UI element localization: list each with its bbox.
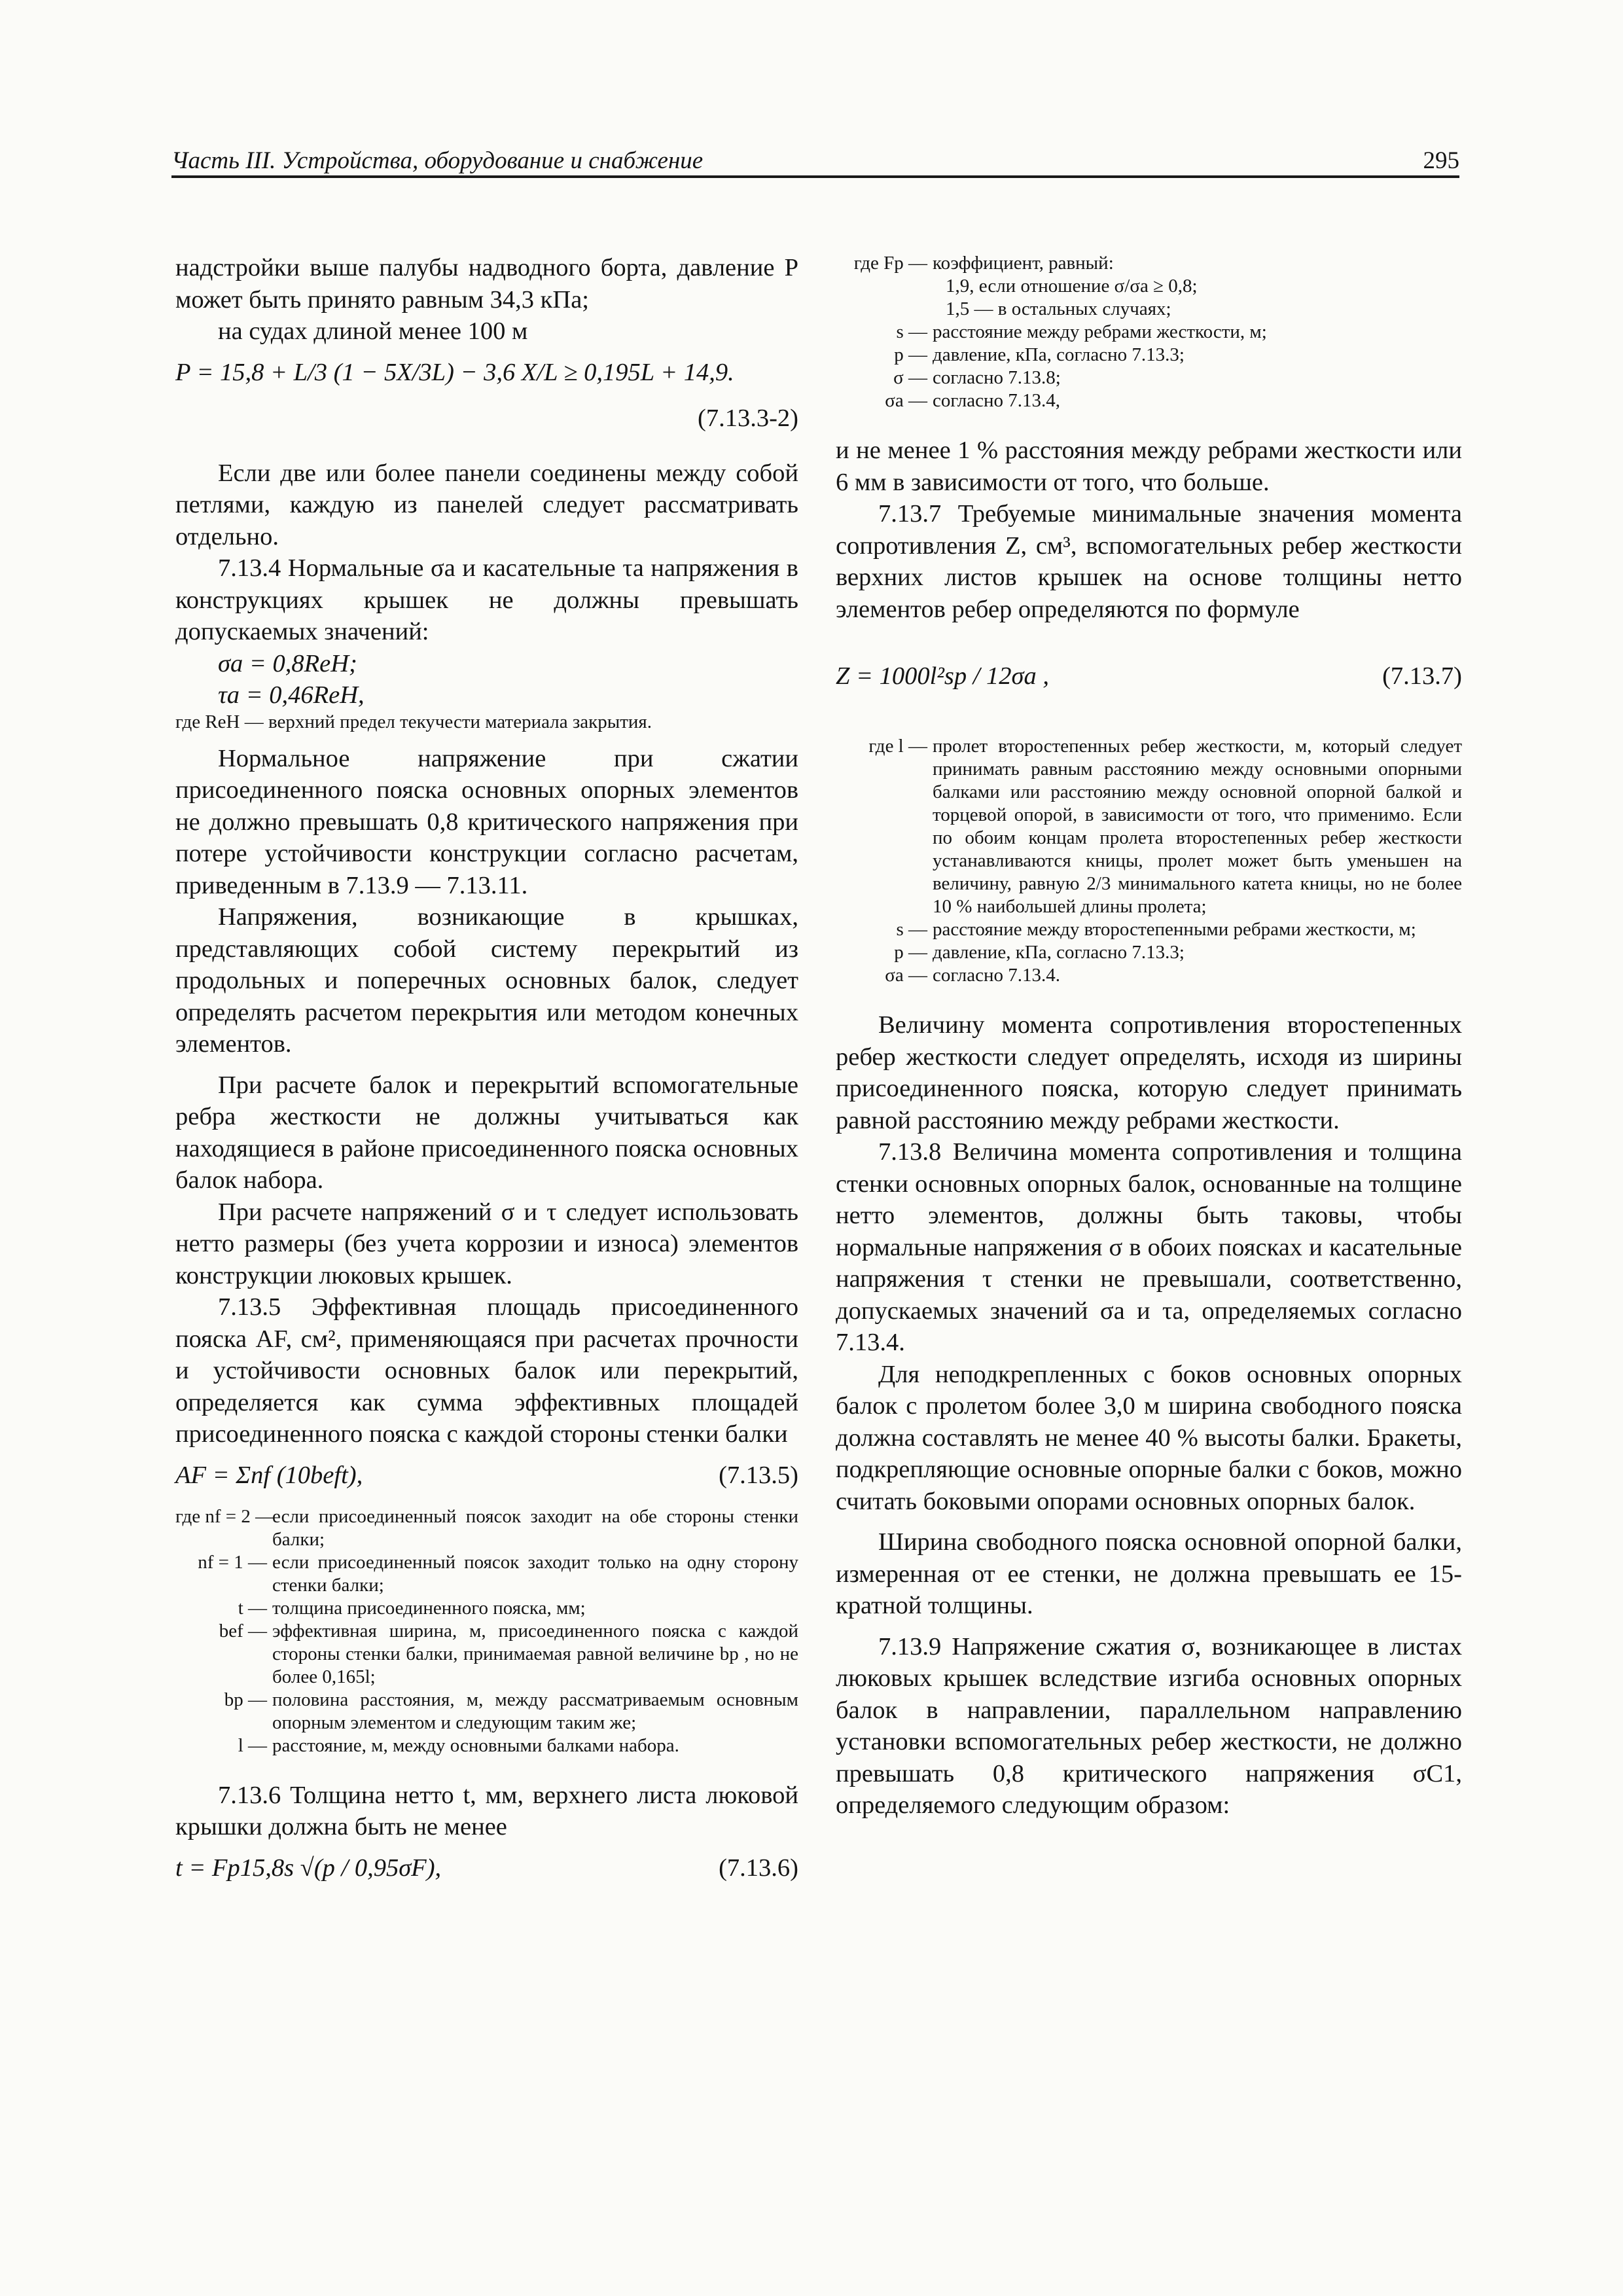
- legend-symbol: [836, 298, 933, 321]
- paragraph: Ширина свободного пояска основной опорной балки, измеренная от ее стенки, не должна превышать ее 15-кратной толщины.: [836, 1528, 1462, 1619]
- legend-row: [836, 321, 1462, 344]
- equation-number: (7.13.6): [719, 1854, 798, 1882]
- legend-text: если присоединенный поясок заходит только на одну сторону стенки балки;: [272, 1551, 798, 1596]
- legend-row: [175, 1620, 798, 1689]
- formula-7-13-5: [175, 1460, 798, 1505]
- legend-text: если присоединенный поясок заходит на обе стороны стенки балки;: [272, 1505, 798, 1550]
- legend-row: [836, 964, 1462, 987]
- formula-sigma-a: [175, 648, 798, 679]
- legend-symbol: где nf = 2 —: [175, 1505, 275, 1527]
- legend-list: [836, 735, 1462, 987]
- legend-row: [836, 941, 1462, 964]
- legend-symbol: [836, 275, 933, 298]
- legend-text: давление, кПа, согласно 7.13.3;: [933, 344, 1185, 365]
- equation-number: (7.13.3-2): [698, 404, 798, 432]
- legend-text: согласно 7.13.4,: [933, 390, 1061, 411]
- legend-row: [175, 1505, 798, 1551]
- legend-row: [175, 1551, 798, 1597]
- formula-text: t = Fp15,8s √(p / 0,95σF),: [175, 1854, 442, 1882]
- legend-symbol: где l —: [868, 736, 927, 757]
- legend-symbol: t —: [238, 1597, 267, 1619]
- paragraph: надстройки выше палубы надводного борта, давление P может быть принято равным 34,3 кПа;: [175, 254, 798, 314]
- paragraph: Нормальное напряжение при сжатии присоединенного пояска основных опорных элементов не должно превышать 0,8 критического напряжения при потере устойчивости конструкции согласно расчетам, приведенным в 7.13.9 — 7.13.11.: [175, 744, 798, 899]
- formula-number-row: [175, 403, 798, 435]
- legend-symbol: σa —: [885, 390, 927, 411]
- legend-text: 1,5 — в остальных случаях;: [946, 298, 1171, 319]
- formula-7-13-6: [175, 1852, 798, 1898]
- paragraph: Если две или более панели соединены между собой петлями, каждую из панелей следует рассматривать отдельно.: [175, 459, 798, 550]
- legend-row: [836, 918, 1462, 941]
- formula-tau-a: [175, 679, 798, 711]
- formula-text: P = 15,8 + L/3 (1 − 5X/3L) − 3,6 X/L ≥ 0,195L + 14,9.: [175, 358, 734, 386]
- note-text: где ReH — верхний предел текучести материала закрытия.: [175, 711, 652, 732]
- formula-7-13-7: [836, 647, 1462, 713]
- page-header: [171, 145, 1459, 178]
- legend-row: [836, 735, 1462, 918]
- formula-text: τa = 0,46ReH,: [218, 681, 365, 709]
- legend-row: [836, 275, 1462, 298]
- paragraph: При расчете балок и перекрытий вспомогательные ребра жесткости не должны учитываться как находящиеся в районе присоединенного пояска основных балок набора.: [175, 1071, 798, 1194]
- paragraph: 7.13.6 Толщина нетто t, мм, верхнего листа люковой крышки должна быть не менее: [175, 1781, 798, 1840]
- paragraph: 7.13.7 Требуемые минимальные значения момента сопротивления Z, см³, вспомогательных ребер жесткости верхних листов крышек на основе толщины нетто элементов ребер определяются по формуле: [836, 500, 1462, 623]
- paragraph: 7.13.8 Величина момента сопротивления и толщина стенки основных опорных балок, основанные на толщине нетто элементов, должны быть таковы, чтобы нормальные напряжения σ в обоих поясках и касательные напряжения τ стенки не превышали, соответственно, допускаемых значений σa и τa, определяемых согласно 7.13.4.: [836, 1138, 1462, 1356]
- legend-text: половина расстояния, м, между рассматриваемым основным опорным элементом и следующим таким же;: [272, 1689, 798, 1733]
- paragraph: Величину момента сопротивления второстепенных ребер жесткости следует определять, исходя из ширины присоединенного пояска, которую следует принимать равной расстоянию между ребрами жесткости.: [836, 1011, 1462, 1134]
- legend-text: согласно 7.13.4.: [933, 965, 1061, 986]
- legend-text: согласно 7.13.8;: [933, 367, 1061, 388]
- legend-symbol: где Fp —: [853, 253, 927, 274]
- legend-symbol: σ —: [893, 367, 927, 388]
- legend-row: [836, 252, 1462, 275]
- legend-symbol: p —: [894, 344, 927, 365]
- legend-row: [175, 1734, 798, 1757]
- legend-symbol: nf = 1 —: [198, 1551, 267, 1573]
- formula-text: AF = Σnf (10beft),: [175, 1461, 363, 1489]
- formula-7-13-3-2: [175, 357, 798, 403]
- legend-text: 1,9, если отношение σ/σa ≥ 0,8;: [946, 276, 1198, 296]
- legend-row: [175, 1689, 798, 1734]
- legend-text: эффективная ширина, м, присоединенного пояска с каждой стороны стенки балки, принимаемая равной величине bp , но не более 0,165l;: [272, 1620, 798, 1687]
- legend-row: [836, 344, 1462, 367]
- equation-number: (7.13.7): [1382, 662, 1462, 690]
- legend-row: [836, 367, 1462, 389]
- legend-symbol: l —: [238, 1734, 267, 1756]
- legend-symbol: σa —: [885, 965, 927, 986]
- legend-symbol: s —: [896, 919, 927, 940]
- paragraph: Для неподкрепленных с боков основных опорных балок с пролетом более 3,0 м ширина свободного пояска должна составлять не менее 40 % высоты балки. Бракеты, подкрепляющие основные опорные балки с боков, можно считать боковыми опорами основных опорных балок.: [836, 1360, 1462, 1515]
- note: [175, 711, 798, 734]
- legend-text: давление, кПа, согласно 7.13.3;: [933, 942, 1185, 963]
- paragraph: на судах длиной менее 100 м: [218, 317, 528, 345]
- paragraph: При расчете напряжений σ и τ следует использовать нетто размеры (без учета коррозии и износа) элементов конструкции люковых крышек.: [175, 1198, 798, 1289]
- legend-symbol: p —: [894, 942, 927, 963]
- paragraph: Напряжения, возникающие в крышках, представляющих собой систему перекрытий из продольных и поперечных основных балок, следует определять расчетом перекрытия или методом конечных элементов.: [175, 903, 798, 1058]
- legend-row: [175, 1597, 798, 1620]
- legend-symbol: bp —: [224, 1689, 267, 1710]
- legend-list: [175, 1505, 798, 1757]
- legend-symbol: bef —: [219, 1620, 267, 1641]
- paragraph: 7.13.9 Напряжение сжатия σ, возникающее в листах люковых крышек вследствие изгиба основных опорных балок в направлении, параллельном направлению установки вспомогательных ребер жесткости, не должно превышать 0,8 критического напряжения σC1, определяемого следующим образом:: [836, 1632, 1462, 1819]
- paragraph: 7.13.4 Нормальные σa и касательные τa напряжения в конструкциях крышек не должны превышать допускаемых значений:: [175, 554, 798, 645]
- left-column: [175, 252, 798, 1898]
- legend-text: коэффициент, равный:: [933, 253, 1114, 274]
- legend-text: расстояние, м, между основными балками набора.: [272, 1734, 679, 1756]
- legend-text: расстояние между ребрами жесткости, м;: [933, 321, 1267, 342]
- page-number: 295: [1423, 147, 1459, 174]
- formula-text: Z = 1000l²sp / 12σa ,: [836, 662, 1050, 690]
- legend-row: [836, 389, 1462, 412]
- legend-symbol: s —: [896, 321, 927, 342]
- legend-text: расстояние между второстепенными ребрами жесткости, м;: [933, 919, 1416, 940]
- legend-text: пролет второстепенных ребер жесткости, м, который следует принимать равным расстоянию между основными опорными балками или расстоянию между основной опорной балкой и торцевой опорой, в зависимости от того, что применимо. Если по обоим концам пролета второстепенных ребер жесткости устанавливаются кницы, пролет может быть уменьшен на величину, равную 2/3 минимального катета кницы, но не более 10 % наибольшей длины пролета;: [933, 736, 1462, 917]
- legend-row: [836, 298, 1462, 321]
- legend-text: толщина присоединенного пояска, мм;: [272, 1597, 586, 1619]
- equation-number: (7.13.5): [719, 1461, 798, 1489]
- paragraph: и не менее 1 % расстояния между ребрами жесткости или 6 мм в зависимости от того, что больше.: [836, 437, 1462, 496]
- paragraph: 7.13.5 Эффективная площадь присоединенного пояска AF, см², применяющаяся при расчетах прочности и устойчивости основных балок или перекрытий, определяется как сумма эффективных площадей присоединенного пояска с каждой стороны стенки балки: [175, 1293, 798, 1448]
- legend-list: [836, 252, 1462, 412]
- right-column: [836, 252, 1462, 1821]
- running-title: Часть III. Устройства, оборудование и снабжение: [171, 147, 704, 174]
- formula-text: σa = 0,8ReH;: [218, 649, 357, 677]
